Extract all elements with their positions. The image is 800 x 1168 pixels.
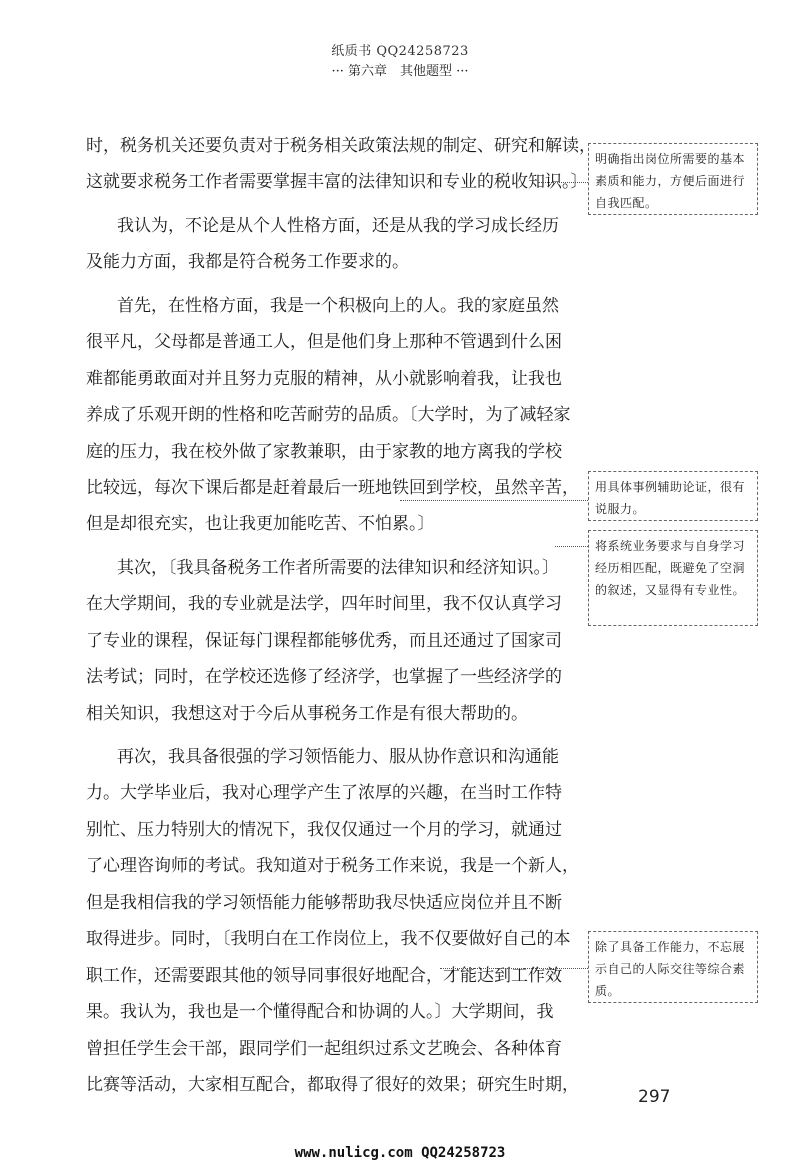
page-number: 297 (638, 1087, 671, 1107)
text-line: 庭的压力，我在校外做了家教兼职，由于家教的地方离我的学校 (86, 441, 562, 462)
text-line: 难都能勇敢面对并且努力克服的精神，从小就影响着我，让我也 (86, 368, 562, 389)
text-line: 时，税务机关还要负责对于税务相关政策法规的制定、研究和解读， (86, 136, 596, 156)
text-line: 法考试；同时，在学校还选修了经济学，也掌握了一些经济学的 (86, 667, 562, 688)
margin-note-soft-skills: 除了具备工作能力，不忘展示自己的人际交往等综合素质。 (588, 931, 758, 1003)
text-line: 比赛等活动，大家相互配合，都取得了很好的效果；研究生时期， (86, 1074, 579, 1095)
text-line: 果。我认为，我也是一个懂得配合和协调的人。〕大学期间，我 (86, 1002, 554, 1023)
chapter-title: ··· 第六章 其他题型 ··· (331, 64, 469, 79)
margin-note-example: 用具体事例辅助论证，很有说服力。 (588, 471, 758, 521)
text-line: 别忙、压力特别大的情况下，我仅仅通过一个月的学习，就通过 (86, 819, 562, 840)
text-line: 力。大学毕业后，我对心理学产生了浓厚的兴趣，在当时工作特 (86, 783, 562, 804)
text-line: 这就要求税务工作者需要掌握丰富的法律知识和专业的税收知识。〕 (86, 172, 588, 193)
note-leader-2 (400, 500, 588, 501)
margin-note-requirements: 明确指出岗位所需要的基本素质和能力，方便后面进行自我匹配。 (588, 143, 758, 215)
text-line: 很平凡，父母都是普通工人，但是他们身上那种不管遇到什么困 (86, 332, 562, 353)
paragraph-start: 我认为，不论是从个人性格方面，还是从我的学习成长经历 (117, 215, 559, 236)
text-line: 曾担任学生会干部，跟同学们一起组织过系文艺晚会、各种体育 (86, 1038, 562, 1059)
paragraph-start: 首先，在性格方面，我是一个积极向上的人。我的家庭虽然 (117, 295, 559, 316)
text-line: 但是却很充实，也让我更加能吃苦、不怕累。〕 (86, 514, 435, 535)
footer-watermark: www.nulicg.com QQ24258723 (294, 1145, 506, 1161)
text-line: 取得进步。同时，〔我明白在工作岗位上，我不仅要做好自己的本 (86, 929, 571, 950)
note-leader-4 (440, 968, 588, 969)
text-line: 职工作，还需要跟其他的领导同事很好地配合，才能达到工作效 (86, 965, 562, 986)
text-line: 相关知识，我想这对于今后从事税务工作是有很大帮助的。 (86, 703, 528, 724)
text-line: 但是我相信我的学习领悟能力能够帮助我尽快适应岗位并且不断 (86, 892, 562, 913)
text-line: 在大学期间，我的专业就是法学，四年时间里，我不仅认真学习 (86, 594, 562, 615)
paragraph-start: 再次，我具备很强的学习领悟能力、服从协作意识和沟通能 (117, 747, 559, 767)
header-source: 纸质书 QQ24258723 (331, 44, 469, 59)
text-line: 比较远，每次下课后都是赶着最后一班地铁回到学校，虽然辛苦， (86, 477, 579, 498)
text-line: 了心理咨询师的考试。我知道对于税务工作来说，我是一个新人， (86, 856, 579, 877)
text-line: 及能力方面，我都是符合税务工作要求的。 (86, 252, 409, 273)
paragraph-start: 其次，〔我具备税务工作者所需要的法律知识和经济知识。〕 (117, 557, 559, 578)
text-line: 了专业的课程，保证每门课程都能够优秀，而且还通过了国家司 (86, 630, 562, 651)
note-leader-1 (538, 182, 588, 183)
text-line: 养成了乐观开朗的性格和吃苦耐劳的品质。〔大学时，为了减轻家 (86, 405, 571, 426)
main-text (86, 128, 596, 1103)
note-leader-3 (555, 546, 588, 547)
margin-note-match: 将系统业务要求与自身学习经历相匹配，既避免了空洞的叙述，又显得有专业性。 (588, 530, 758, 626)
